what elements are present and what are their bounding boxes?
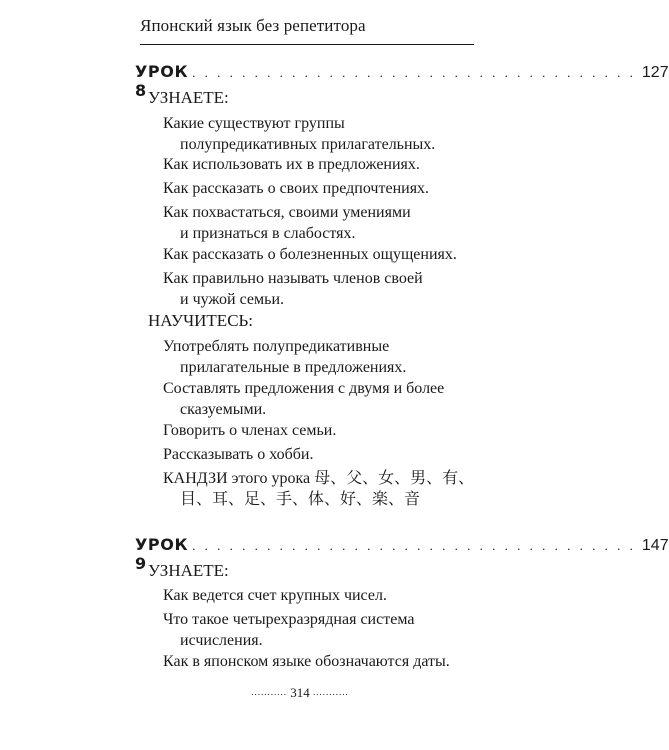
section-heading-learn: УЗНАЕТЕ: — [148, 88, 229, 107]
list-item: Как ведется счет крупных чисел. — [163, 587, 387, 604]
footer-dots-left: ........... — [251, 687, 287, 697]
header-rule — [140, 44, 474, 45]
lesson-title: УРОК 8 — [135, 62, 189, 100]
running-header: Японский язык без репетитора — [140, 16, 366, 35]
lesson-title: УРОК 9 — [135, 535, 189, 573]
list-item: Как рассказать о болезненных ощущениях. — [163, 246, 457, 263]
list-item: Что такое четырехразрядная система исчисления. — [163, 611, 415, 649]
page-number: 314 — [290, 685, 310, 700]
list-item: Как правильно называть членов своей и чужой семьи. — [163, 270, 423, 308]
list-item-kanji: КАНДЗИ этого урока 母、父、女、男、有、 目、耳、足、手、体、好、楽、音 — [163, 470, 475, 508]
list-item: Рассказывать о хобби. — [163, 446, 314, 463]
footer-dots-right: ........... — [313, 687, 349, 697]
list-item: Как в японском языке обозначаются даты. — [163, 653, 450, 670]
lesson-page-number: 127 — [641, 64, 669, 81]
section-heading-skills: НАУЧИТЕСЬ: — [148, 311, 254, 330]
section-heading-learn: УЗНАЕТЕ: — [148, 561, 229, 580]
list-item: Как использовать их в предложениях. — [163, 156, 420, 173]
list-item: Говорить о членах семьи. — [163, 422, 337, 439]
list-item: Составлять предложения с двумя и более сказуемыми. — [163, 380, 445, 418]
list-item: Как похвастаться, своими умениями и признаться в слабостях. — [163, 204, 411, 242]
leader-dots: . . . . . . . . . . . . . . . . . . . . . . . . . . . . . . . . . . . . — [192, 65, 636, 80]
list-item: Какие существуют группы полупредикативных прилагательных. — [163, 115, 436, 153]
leader-dots: . . . . . . . . . . . . . . . . . . . . . . . . . . . . . . . . . . . . — [192, 538, 636, 553]
list-item: Употреблять полупредикативные прилагательные в предложениях. — [163, 338, 407, 376]
lesson-page-number: 147 — [641, 537, 669, 554]
list-item: Как рассказать о своих предпочтениях. — [163, 180, 430, 197]
page-footer — [0, 685, 600, 701]
